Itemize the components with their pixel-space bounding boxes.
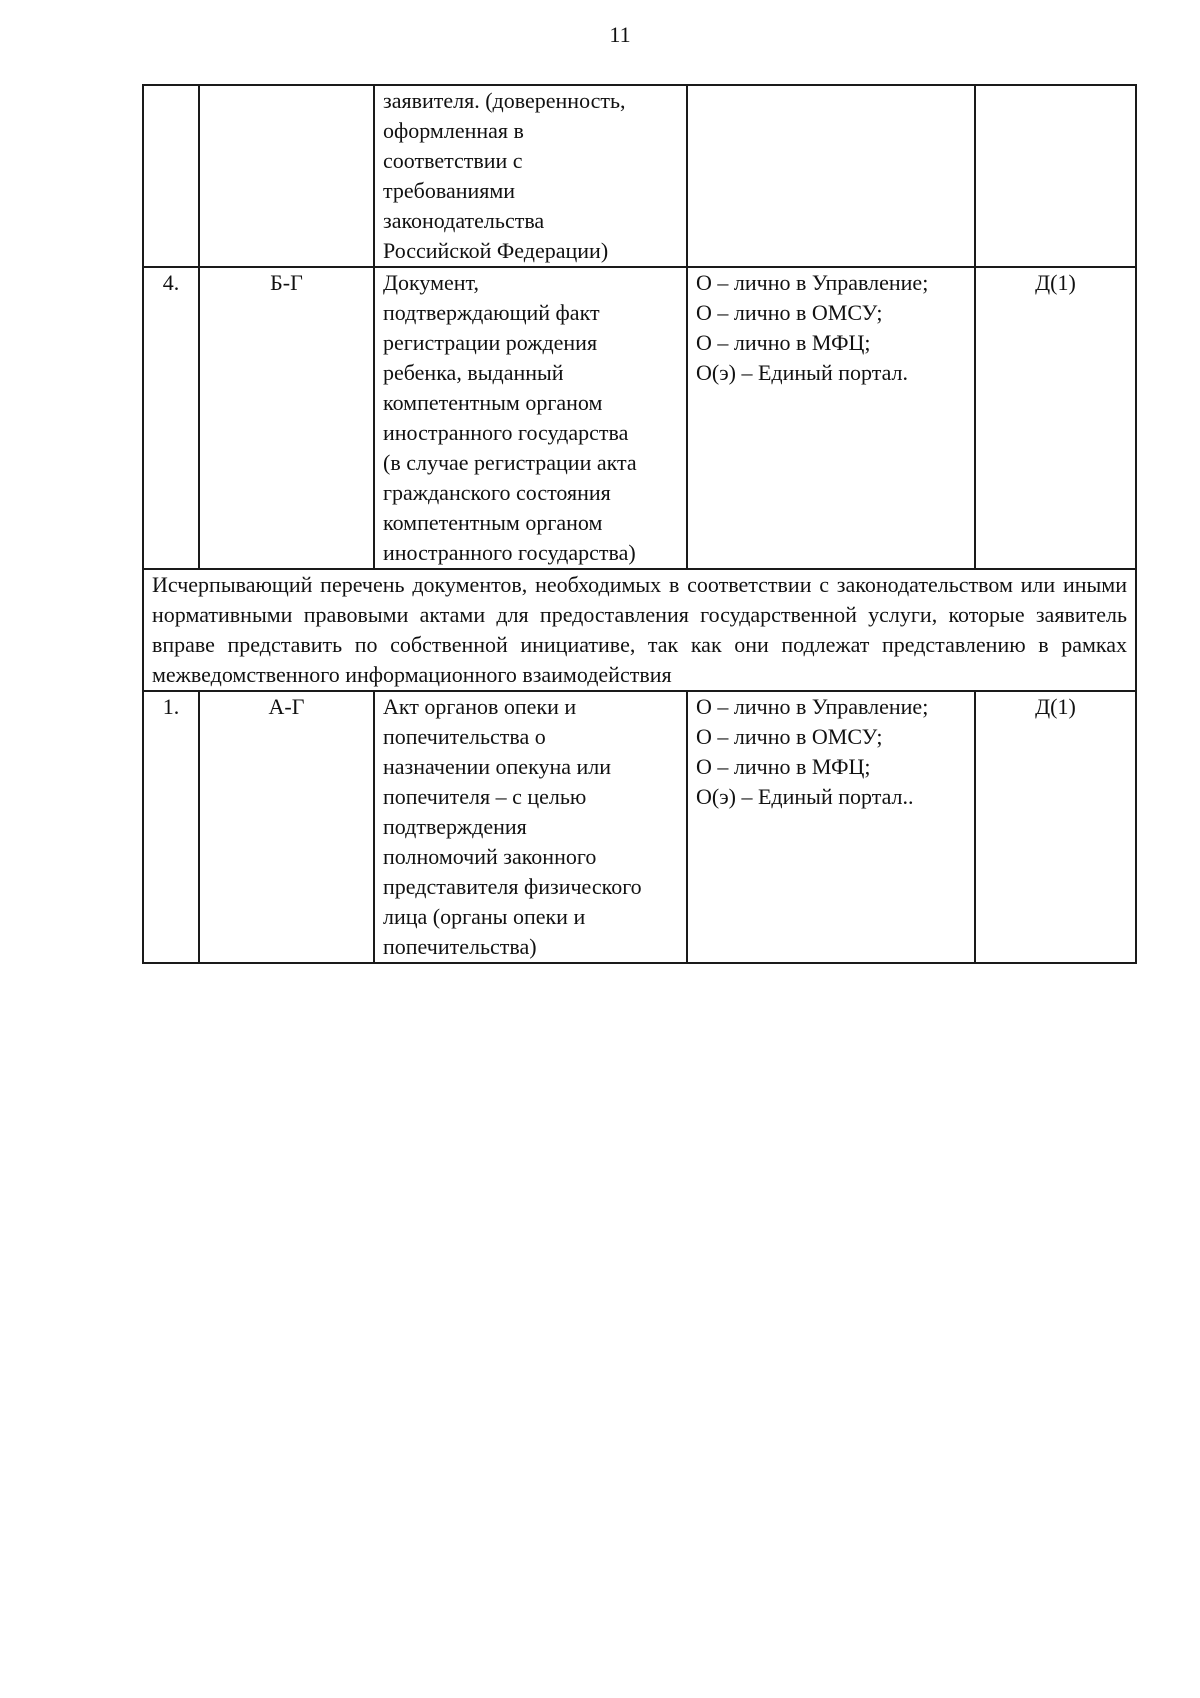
submission-way-cell <box>687 691 975 963</box>
document-line: лица (органы опеки и <box>383 904 586 929</box>
row-number-cell: 1. <box>143 691 199 963</box>
document-line: подтверждающий факт <box>383 300 600 325</box>
category-cell: Б-Г <box>199 267 374 569</box>
document-line: подтверждения <box>383 814 527 839</box>
document-line: заявителя. (доверенность, <box>383 88 626 113</box>
document-line: законодательства <box>383 208 545 233</box>
document-line: Документ, <box>383 270 480 295</box>
document-line: назначении опекуна или <box>383 754 612 779</box>
table-row-4 <box>143 267 1136 569</box>
document-type-cell: Д(1) <box>975 691 1136 963</box>
document-line: требованиями <box>383 178 516 203</box>
document-line: попечительства о <box>383 724 546 749</box>
document-line: ребенка, выданный <box>383 360 564 385</box>
document-line: иностранного государства <box>383 420 629 445</box>
submission-way-line: О – лично в Управление; <box>696 270 929 295</box>
document-line: Российской Федерации) <box>383 238 609 263</box>
submission-way-line: О – лично в МФЦ; <box>696 754 871 779</box>
document-line: соответствии с <box>383 148 523 173</box>
document-cell <box>374 85 687 267</box>
table-row-1 <box>143 691 1136 963</box>
submission-way-line: О – лично в МФЦ; <box>696 330 871 355</box>
document-cell <box>374 691 687 963</box>
table-section-heading-row <box>143 569 1136 691</box>
document-line: попечительства) <box>383 934 537 959</box>
document-line: гражданского состояния <box>383 480 611 505</box>
submission-way-line: О – лично в Управление; <box>696 694 929 719</box>
row-number-cell: 4. <box>143 267 199 569</box>
document-line: регистрации рождения <box>383 330 598 355</box>
document-line: Акт органов опеки и <box>383 694 577 719</box>
document-line: компетентным органом <box>383 390 603 415</box>
document-cell <box>374 267 687 569</box>
document-line: (в случае регистрации акта <box>383 450 637 475</box>
submission-way-line: О – лично в ОМСУ; <box>696 300 883 325</box>
document-line: оформленная в <box>383 118 524 143</box>
submission-way-cell <box>687 267 975 569</box>
submission-way-cell <box>687 85 975 267</box>
document-line: полномочий законного <box>383 844 597 869</box>
document-line: попечителя – с целью <box>383 784 587 809</box>
document-type-cell: Д(1) <box>975 267 1136 569</box>
category-cell: А-Г <box>199 691 374 963</box>
table-row-continuation <box>143 85 1136 267</box>
page-number: 11 <box>609 22 631 47</box>
category-cell <box>199 85 374 267</box>
document-line: иностранного государства) <box>383 540 636 565</box>
section-heading: Исчерпывающий перечень документов, необходимых в соответствии с законодательством или иными нормативными правовыми актами для предоставления государственной услуги, которые заявитель вправе представить по собственной инициативе, так как они подлежат представлению в рамках межведомственного информационного взаимодействия <box>143 569 1136 691</box>
document-line: компетентным органом <box>383 510 603 535</box>
document-line: представителя физического <box>383 874 642 899</box>
submission-way-line: О(э) – Единый портал.. <box>696 784 914 809</box>
submission-way-line: О – лично в ОМСУ; <box>696 724 883 749</box>
document-type-cell <box>975 85 1136 267</box>
submission-way-line: О(э) – Единый портал. <box>696 360 909 385</box>
row-number-cell <box>143 85 199 267</box>
documents-table <box>142 84 1137 964</box>
